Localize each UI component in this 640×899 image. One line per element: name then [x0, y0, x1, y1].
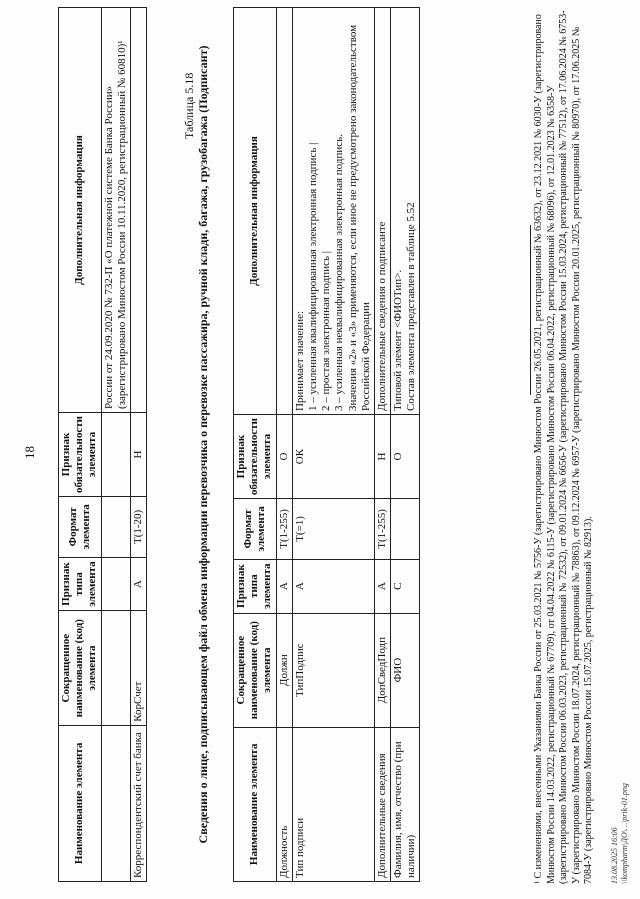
- stamp-path: \\kompharm\ДО\…\prik-01.png: [619, 783, 629, 884]
- table-row: [391, 8, 420, 882]
- table-continued: [58, 7, 147, 882]
- table-cell: [391, 499, 420, 560]
- table-row: [374, 8, 390, 882]
- header-cell: Формат элемента: [59, 497, 102, 558]
- table-cell: России от 24.09.2020 № 732-П «О платежной системе Банка России» (зарегистрировано Минюстом России 10.11.2020, регистрационный № 60810)¹: [101, 8, 130, 413]
- table-cell: Корреспондентский счет банка: [130, 725, 146, 881]
- header-cell: Дополнительная информация: [59, 8, 102, 413]
- table-caption: Таблица 5.18: [182, 72, 196, 139]
- header-cell: Наименование элемента: [59, 725, 102, 881]
- table-cell: [101, 412, 130, 496]
- table-row: [101, 8, 130, 882]
- table-cell: Н: [130, 412, 146, 496]
- header-cell: Наименование элемента: [234, 727, 277, 881]
- table-cell: Тип подписи: [292, 727, 374, 881]
- table-cell: [276, 8, 292, 415]
- table-row: [130, 8, 146, 882]
- table-cell: T(=1): [292, 499, 374, 560]
- page-number: 18: [22, 446, 37, 459]
- header-cell: Признак типа элемента: [59, 557, 102, 611]
- table-cell: А: [130, 557, 146, 611]
- table-cell: Должность: [276, 727, 292, 881]
- table-cell: О: [276, 415, 292, 499]
- table-title: Сведения о лице, подписывающем файл обмена информации перевозчика о перевозке пассажира, ручной клади, багажа, грузобагажа (Подписант): [196, 45, 210, 844]
- table-cell: [101, 497, 130, 558]
- table-cell: [101, 725, 130, 881]
- header-cell: Сокращенное наименование (код) элемента: [234, 613, 277, 727]
- table-cell: T(1-255): [374, 499, 390, 560]
- table-cell: T(1-20): [130, 497, 146, 558]
- table-cell: ТипПодпис: [292, 613, 374, 727]
- header-cell: Дополнительная информация: [234, 8, 277, 415]
- header-cell: Признак типа элемента: [234, 559, 277, 613]
- footnote-divider: [530, 225, 531, 395]
- header-cell: Признак обязательности элемента: [234, 415, 277, 499]
- table-cell: [101, 611, 130, 725]
- table-header-row: [234, 8, 277, 882]
- header-cell: Признак обязательности элемента: [59, 412, 102, 496]
- table-cell: Н: [374, 415, 390, 499]
- table-cell: [101, 557, 130, 611]
- table-cell: T(1-255): [276, 499, 292, 560]
- table-cell: Принимает значение: 1 – усиленная квалифицированная электронная подпись | 2 – простая электронная подпись | 3 – усиленная неквалифицированная электронная подпись. Значения «2» и «3» применяются, если иное не предусмотрено законодательством Российской Федерации: [292, 8, 374, 415]
- table-cell: А: [374, 559, 390, 613]
- table-cell: Дополнительные сведения о подписанте: [374, 8, 390, 415]
- table-cell: ФИО: [391, 613, 420, 727]
- table-cell: Дополнительные сведения: [374, 727, 390, 881]
- table-cell: О: [391, 415, 420, 499]
- table-signer: [233, 7, 420, 882]
- stamp-date: 13.08.2025 16:06: [610, 827, 619, 884]
- table-cell: С: [391, 559, 420, 613]
- table-cell: А: [276, 559, 292, 613]
- table-cell: ОК: [292, 415, 374, 499]
- table-header-row: [59, 8, 102, 882]
- table-row: [292, 8, 374, 882]
- table-cell: Типовой элемент <ФИОТип>. Состав элемента представлен в таблице 5.52: [391, 8, 420, 415]
- header-cell: Формат элемента: [234, 499, 277, 560]
- footnote: ¹ С изменениями, внесенными Указаниями Банка России от 25.03.2021 № 5756-У (зарегистрировано Минюстом России 26.05.2021, регистрационный № 63632), от 23.12.2021 № 6030-У (зарегистрировано Минюстом России 14.03.2022, регистрационный № 67709), от 04.04.2022 № 6115-У (зарегистрировано Минюстом России 06.04.2022, регистрационный № 68096), от 12.01.2023 № 6358-У (зарегистрировано Минюстом России 06.03.2023, регистрационный № 72532), от 09.01.2024 № 6656-У (зарегистрировано Минюстом России 15.03.2024, регистрационный № 77512), от 17.06.2024 № 6753-У (зарегистрировано Минюстом России 18.07.2024, регистрационный № 78863), от 09.12.2024 № 6957-У (зарегистрировано Минюстом России 20.01.2025, регистрационный № 80970), от 17.06.2025 № 7084-У (зарегистрировано Минюстом России 15.07.2025, регистрационный № 82913).: [533, 10, 594, 884]
- table-cell: ДопСведПодп: [374, 613, 390, 727]
- header-cell: Сокращенное наименование (код) элемента: [59, 611, 102, 725]
- table-row: [276, 8, 292, 882]
- table-cell: Должн: [276, 613, 292, 727]
- table-cell: КорСчет: [130, 611, 146, 725]
- table-cell: [130, 8, 146, 413]
- table-cell: А: [292, 559, 374, 613]
- table-cell: Фамилия, имя, отчество (при наличии): [391, 727, 420, 881]
- file-stamp: [610, 783, 629, 884]
